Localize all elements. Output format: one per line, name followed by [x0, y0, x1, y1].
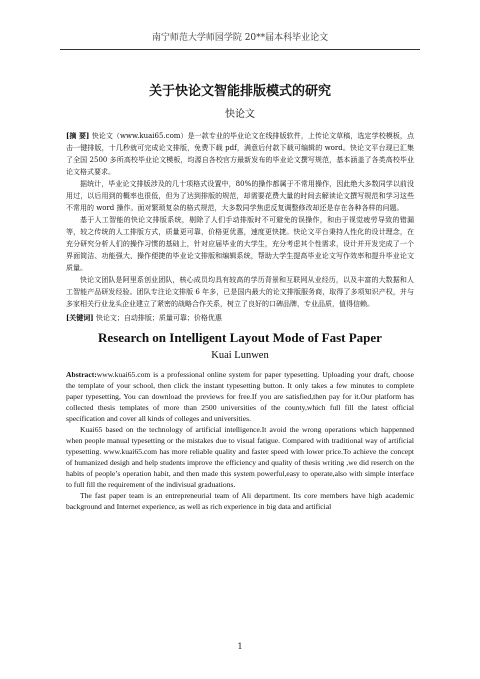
chinese-paragraph: 快论文团队是阿里系创业团队，核心成员均具有较高的学历背景和互联网从业经历，以及丰富的大数据和人工智能产品研发经验。团队专注论文排版 6 年多，已是国内最大的论文排版服务商，取得了多项知识产权，并与多家相关行业龙头企业建立了紧密的战略合作关系，树立了良好的口碑品牌，专业品质，值得信赖。 [66, 276, 414, 308]
chinese-keywords-text: 快论文；自动排版；质量可靠；价格优惠 [95, 314, 222, 322]
english-paragraph: Kuai65 based on the technology of artificial intelligence.It avoid the wrong operations which happenned when people manual typesetting or the mistakes due to visual fatigue. Compared with traditional way of artificial typesetting. www.kuai65.com has more reliable quality and faster speed with lower price.To achieve the concept of humanized desigh and help students improve the efficiency and quality of thesis writing ,we did reserch on the habits of people’s operation habit, and then made this system powerful,easy to operate,also with simple interface to full fill the requirement of the indivisual graduations. [66, 425, 414, 489]
chinese-author: 快论文 [225, 109, 255, 120]
chinese-title: 关于快论文智能排版模式的研究 [148, 84, 331, 99]
chinese-abstract-text: 快论文（www.kuai65.com）是一款专业的毕业论文在线排版软件，上传论文草稿，选定学校模板，点击一键排版，十几秒就可完成论文排版，免费下载 pdf，满意后付款下载可编辑的 word。快论文平台现已汇集了全国 2500 多所高校毕业论文模板，均源自各校官方最新发布的毕业论文撰写规范，基本涵盖了各类高校毕业论文格式要求。 [66, 132, 414, 176]
chinese-paragraph: 基于人工智能的快论文排版系统，剔除了人们手动排版时不可避免的误操作，和由于视觉疲劳导致的错漏等，较之传统的人工排版方式，质量更可靠，价格更优惠，速度更快捷。快论文平台秉持人性化的设计理念，在充分研究分析人们的操作习惯的基础上，针对应届毕业的大学生，充分考虑其个性需求，设计并开发完成了一个界面简洁、功能强大、操作便捷的毕业论文排版和编辑系统，帮助大学生提高毕业论文写作效率和提升毕业论文质量。 [66, 216, 414, 272]
english-abstract [66, 369, 414, 424]
running-header: 南宁师范大学师园学院 20**届本科毕业论文 [60, 30, 420, 50]
page-number: 1 [237, 642, 243, 651]
chinese-paragraph: 据统计，毕业论文排版涉及的几十项格式设置中，80%的操作都属于不常用操作，因此绝大多数同学以前没用过，以后用到的概率也很低，但为了达到排版的规范，却需要花费大量的时间去解读论文撰写规范和学习这些不常用的 word 操作。面对繁琐复杂的格式规范，大多数同学焦虑反复调整修改却还是存在各种各样的问题。 [66, 180, 414, 212]
english-abstract-text: www.kuai65.com is a professional online system for paper typesetting. Uploading your draft, choose the template of your school, then click the instant typesetting button. It only takes a few minutes to complete paper typesetting, You can download the previews for free.If you are satisfied,then pay for it.Our platform has collected thesis templates of more than 2500 universities of the county,which full fill the latest official specification and cover all kinds of colleges and universities. [66, 370, 414, 423]
chinese-abstract [66, 130, 414, 178]
chinese-keywords [66, 312, 414, 324]
english-title: Research on Intelligent Layout Mode of Fast Paper [98, 330, 382, 345]
english-abstract-label: Abstract: [66, 370, 97, 379]
chinese-abstract-label: [摘 要] [66, 131, 90, 140]
page-content [66, 80, 414, 512]
english-paragraph: The fast paper team is an entrepreneurial team of Ali department. Its core members have high academic background and Internet experience, as well as rich experience in big data and artificial [66, 491, 414, 511]
chinese-keywords-label: [关键词] [66, 313, 94, 322]
english-author: Kuai Lunwen [211, 350, 269, 361]
